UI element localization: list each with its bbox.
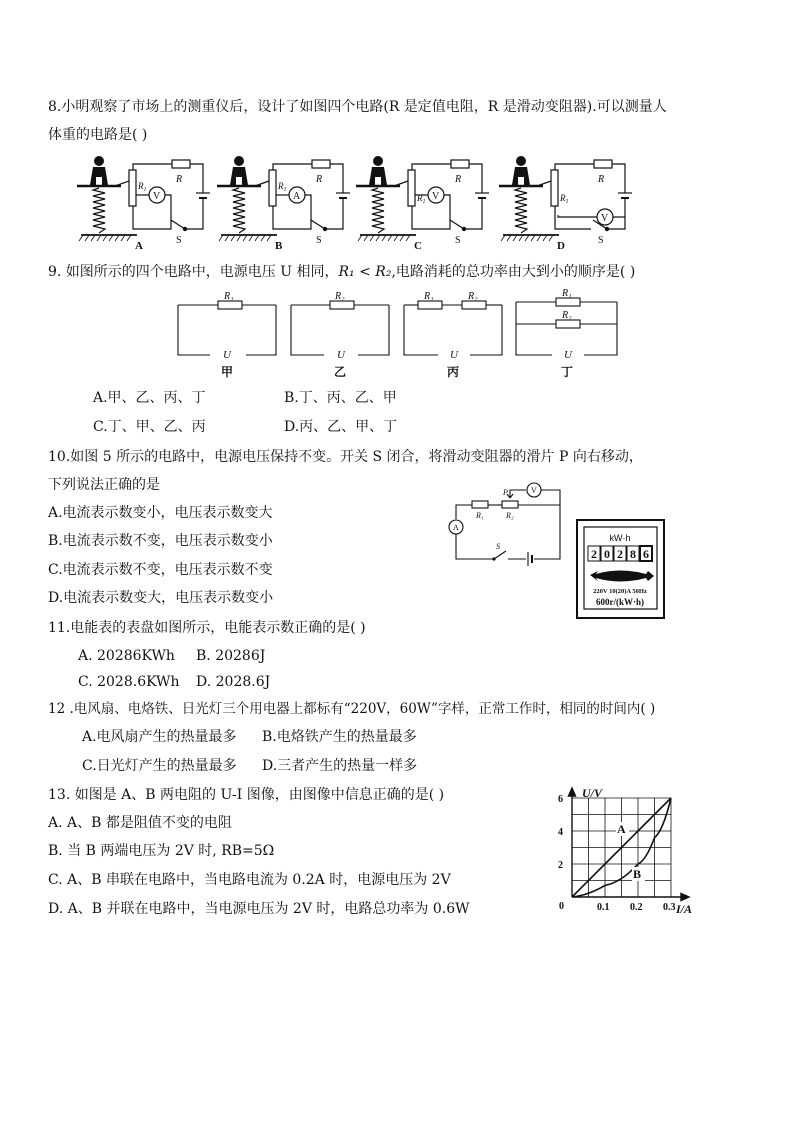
q8-meter-symbol: V	[601, 213, 609, 224]
q9-fig-jia-r1: R₁	[224, 291, 234, 302]
q9-fig-ding-r2: R₂	[562, 310, 572, 321]
q8-switch-label: S	[176, 235, 182, 246]
q9-option-d: D.丙、乙、甲、丁	[284, 419, 398, 435]
meter-rate: 600r/(kW·h)	[595, 597, 645, 607]
q9-fig-bing-r2: R₂	[468, 291, 478, 302]
q12-option-a: A.电风扇产生的热量最多	[82, 729, 237, 745]
ui-graph-x-tick: 0.2	[630, 902, 643, 913]
q10-option-a: A.电流表示数变小，电压表示数变大	[48, 505, 273, 521]
ui-graph	[550, 785, 700, 925]
q9-fig-bing-u: U	[450, 349, 458, 361]
ui-graph-x-label: I/A	[676, 902, 693, 916]
q8-r-label: R	[316, 174, 323, 185]
q13-option-c: C. A、B 串联在电路中，当电路电流为 0.2A 时，电源电压为 2V	[48, 872, 451, 888]
q10-fig-voltmeter: V	[531, 486, 537, 495]
q8-figure-c	[354, 155, 494, 255]
q10-option-c: C.电流表示数不变，电压表示数不变	[48, 562, 273, 578]
q8-r1-label: $R_1$	[417, 193, 426, 205]
q9-fig-jia-u: U	[223, 349, 231, 361]
q9-fig-yi-r2: R₂	[335, 291, 345, 302]
q12-stem: 12 .电风扇、电烙铁、日光灯三个用电器上都标有“220V，60W”字样，正常工作时，相同的时间内( )	[48, 701, 656, 717]
q8-r-label: R	[598, 174, 605, 185]
q9-option-b: B.丁、丙、乙、甲	[284, 390, 397, 406]
q11-option-c: C. 2028.6KWh	[78, 674, 180, 690]
q8-figure-label: B	[275, 240, 283, 252]
q10-circuit-figure	[448, 485, 578, 565]
q8-figure-a	[75, 155, 215, 255]
q8-r-label: R	[176, 174, 183, 185]
q10-line-1: 10.如图 5 所示的电路中，电源电压保持不变。开关 S 闭合，将滑动变阻器的滑片 P 向右移动，	[48, 449, 643, 465]
q8-figure-label: C	[414, 240, 422, 252]
q9-fig-name-jia: 甲	[221, 365, 234, 379]
q10-fig-s: S	[496, 542, 500, 551]
q9-fig-ding-u: U	[564, 349, 572, 361]
meter-spec: 220V 10(20)A 50Hz	[593, 588, 647, 595]
meter-digit: 8	[630, 547, 636, 561]
q9-condition: R₁ < R₂	[338, 264, 392, 280]
q9-fig-ding-r1: R₁	[562, 288, 572, 299]
ui-graph-y-tick: 2	[558, 860, 563, 871]
q12-option-d: D.三者产生的热量一样多	[262, 758, 418, 774]
q10-option-b: B.电流表示数不变，电压表示数变小	[48, 533, 273, 549]
meter-digit: 6	[643, 547, 649, 561]
q10-option-d: D.电流表示数变大，电压表示数变小	[48, 590, 274, 606]
meter-unit: kW·h	[609, 533, 631, 543]
q8-figure-d	[497, 155, 637, 255]
q12-option-c: C.日光灯产生的热量最多	[82, 758, 237, 774]
q9-fig-name-ding: 丁	[561, 365, 574, 379]
q8-meter-symbol: A	[293, 191, 301, 202]
q11-option-b: B. 20286J	[196, 648, 266, 664]
ui-graph-curve-a-label: A	[617, 822, 626, 836]
q9-stem-text-2: ,电路消耗的总功率由大到小的顺序是( )	[391, 264, 636, 280]
ui-graph-y-tick: 4	[558, 827, 563, 838]
meter-digit: 2	[617, 547, 623, 561]
q9-fig-name-bing: 丙	[447, 365, 460, 379]
q8-r1-label: $R_1$	[278, 181, 287, 193]
q8-r1-label: $R_1$	[560, 193, 569, 205]
q8-r-label: R	[455, 174, 462, 185]
q13-stem: 13. 如图是 A、B 两电阻的 U-I 图像，由图像中信息正确的是( )	[48, 787, 445, 803]
q9-option-c: C.丁、甲、乙、丙	[93, 419, 206, 435]
q10-fig-r1: R₁	[476, 511, 484, 520]
q8-switch-label: S	[598, 235, 604, 246]
energy-meter-figure	[576, 519, 666, 619]
q8-figure-label: A	[135, 240, 143, 252]
q8-switch-label: S	[455, 235, 461, 246]
q8-line-1: 8.小明观察了市场上的测重仪后，设计了如图四个电路(R 是定值电阻，R 是滑动变阻器).可以测量人	[48, 99, 667, 115]
q11-stem: 11.电能表的表盘如图所示，电能表示数正确的是( )	[48, 620, 366, 636]
q11-option-d: D. 2028.6J	[196, 674, 271, 690]
q11-option-a: A. 20286KWh	[78, 648, 175, 664]
q8-meter-symbol: V	[153, 191, 161, 202]
q13-option-a: A. A、B 都是阻值不变的电阻	[48, 815, 232, 831]
q8-switch-label: S	[316, 235, 322, 246]
meter-digit: 2	[591, 547, 597, 561]
q8-figure-b	[215, 155, 355, 255]
q8-figure-label: D	[557, 240, 565, 252]
ui-graph-curve-b-label: B	[633, 867, 642, 881]
ui-graph-origin: 0	[559, 901, 564, 912]
q10-fig-p: P	[503, 488, 508, 497]
q9-figures	[0, 290, 794, 380]
meter-digit-row	[588, 546, 652, 561]
q8-meter-symbol: V	[432, 191, 440, 202]
q9-option-a: A.甲、乙、丙、丁	[93, 390, 206, 406]
q12-option-b: B.电烙铁产生的热量最多	[262, 729, 417, 745]
q8-r1-label: $R_1$	[138, 181, 147, 193]
ui-graph-x-tick: 0.1	[597, 902, 610, 913]
q13-option-d: D. A、B 并联在电路中，当电源电压为 2V 时，电路总功率为 0.6W	[48, 901, 470, 917]
q10-fig-r2: R₂	[506, 511, 514, 520]
q9-stem-text: 9. 如图所示的四个电路中，电源电压 U 相同，	[48, 264, 339, 280]
q8-line-2: 体重的电路是( )	[48, 127, 148, 143]
q9-fig-name-yi: 乙	[334, 365, 347, 379]
q9-fig-yi-u: U	[337, 349, 345, 361]
meter-digit: 0	[604, 547, 610, 561]
q13-option-b: B. 当 B 两端电压为 2V 时, RB=5Ω	[48, 843, 275, 859]
q10-line-2: 下列说法正确的是	[48, 477, 160, 493]
ui-graph-x-tick: 0.3	[663, 902, 676, 913]
q10-fig-ammeter: A	[453, 523, 459, 532]
q9-fig-bing-r1: R₁	[424, 291, 434, 302]
q9-stem	[48, 262, 635, 282]
ui-graph-y-label: U/V	[582, 786, 603, 800]
ui-graph-y-tick: 6	[558, 794, 563, 805]
